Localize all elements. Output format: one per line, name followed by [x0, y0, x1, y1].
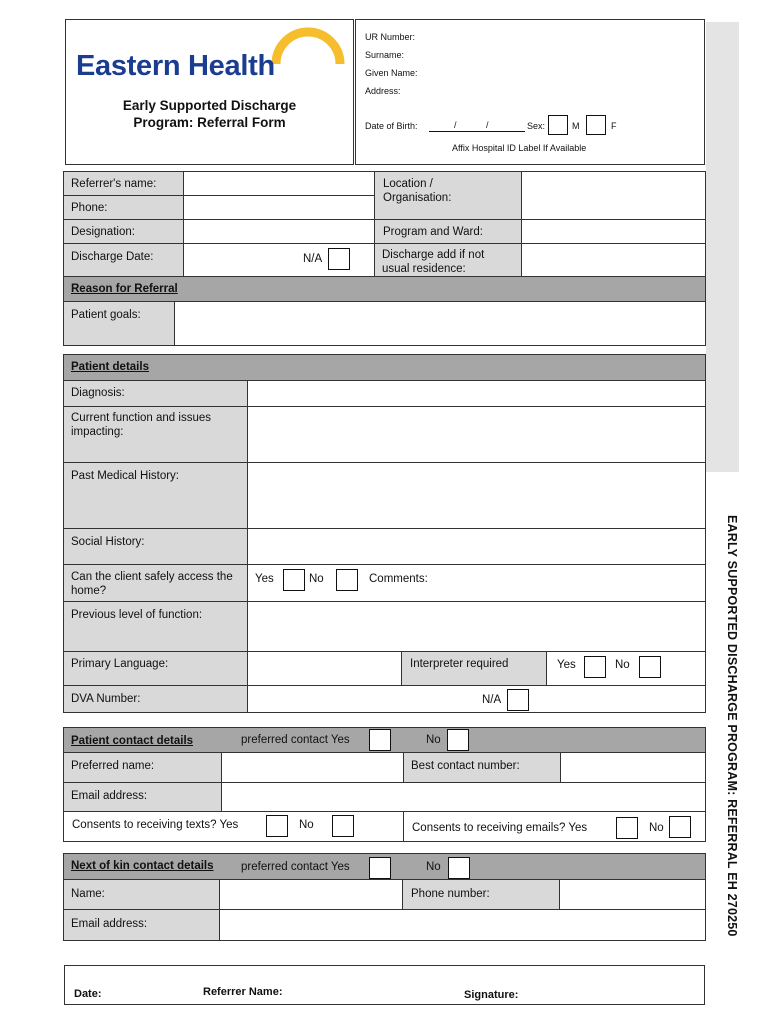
referrer-name-input[interactable] — [183, 171, 375, 196]
contact-preferred-yes-label: preferred contact Yes — [241, 734, 350, 746]
past-history-input[interactable] — [247, 462, 706, 529]
comments-label[interactable]: Comments: — [369, 573, 428, 585]
preferred-name-input[interactable] — [221, 752, 404, 783]
interpreter-yes-checkbox[interactable] — [584, 656, 606, 678]
footer-date-label[interactable]: Date: — [74, 988, 102, 1000]
preferred-name-label: Preferred name: — [71, 760, 155, 772]
past-history-label: Past Medical History: — [71, 470, 180, 482]
consent-texts-yes-checkbox[interactable] — [266, 815, 288, 837]
dob-line[interactable] — [429, 131, 525, 132]
discharge-na-label: N/A — [303, 253, 323, 265]
signature-box — [64, 965, 705, 1005]
primary-language-input[interactable] — [247, 651, 402, 686]
location-input[interactable] — [521, 171, 706, 220]
previous-function-label: Previous level of function: — [71, 609, 203, 621]
dva-input[interactable] — [247, 685, 706, 713]
patient-goals-label: Patient goals: — [71, 309, 141, 321]
nok-email-label: Email address: — [71, 918, 148, 930]
consent-emails-no-checkbox[interactable] — [669, 816, 691, 838]
side-vertical-title: EARLY SUPPORTED DISCHARGE PROGRAM: REFERRAL EH 270250 — [725, 515, 739, 937]
discharge-date-label: Discharge Date: — [71, 251, 154, 263]
nok-preferred-no-checkbox[interactable] — [448, 857, 470, 879]
best-contact-input[interactable] — [560, 752, 706, 783]
access-no-checkbox[interactable] — [336, 569, 358, 591]
nok-email-input[interactable] — [219, 909, 706, 941]
interpreter-no-checkbox[interactable] — [639, 656, 661, 678]
nok-phone-input[interactable] — [559, 879, 706, 910]
current-function-input[interactable] — [247, 406, 706, 463]
consent-emails-yes-checkbox[interactable] — [616, 817, 638, 839]
access-yes-checkbox[interactable] — [283, 569, 305, 591]
designation-input[interactable] — [183, 219, 375, 244]
discharge-add-label: Discharge add if not usual residence: — [382, 249, 485, 275]
interpreter-label: Interpreter required — [410, 658, 509, 670]
consent-texts-no-checkbox[interactable] — [332, 815, 354, 837]
sex-f-checkbox[interactable] — [586, 115, 606, 135]
nok-name-input[interactable] — [219, 879, 403, 910]
dob-label: Date of Birth: — [365, 121, 418, 131]
nok-name-label: Name: — [71, 888, 105, 900]
consent-emails-label: Consents to receiving emails? Yes — [412, 822, 588, 834]
surname-label: Surname: — [365, 50, 405, 60]
address-label: Address: — [365, 86, 401, 96]
patient-details-title: Patient details — [71, 361, 149, 373]
contact-title: Patient contact details — [71, 735, 194, 747]
dob-sep1: / — [454, 120, 457, 130]
diagnosis-label: Diagnosis: — [71, 387, 125, 399]
consent-texts-label: Consents to receiving texts? Yes — [72, 819, 239, 831]
nok-preferred-yes-label: preferred contact Yes — [241, 861, 350, 873]
dob-sep2: / — [486, 120, 489, 130]
patient-goals-input[interactable] — [174, 301, 706, 346]
contact-preferred-no-label: No — [426, 734, 441, 746]
ur-number-label: UR Number: — [365, 32, 416, 42]
dva-na-label: N/A — [482, 694, 502, 706]
form-title-line1: Early Supported Discharge — [122, 98, 297, 113]
primary-language-label: Primary Language: — [71, 658, 169, 670]
contact-email-input[interactable] — [221, 782, 706, 812]
logo-box — [65, 19, 354, 165]
program-ward-label: Program and Ward: — [383, 226, 483, 238]
footer-signature-label[interactable]: Signature: — [464, 989, 519, 1001]
logo-arc-icon — [268, 24, 348, 84]
nok-preferred-yes-checkbox[interactable] — [369, 857, 391, 879]
current-function-label: Current function and issues impacting: — [71, 412, 211, 438]
given-name-label: Given Name: — [365, 68, 418, 78]
discharge-na-checkbox[interactable] — [328, 248, 350, 270]
dva-label: DVA Number: — [71, 693, 141, 705]
footer-referrer-name-label[interactable]: Referrer Name: — [203, 986, 283, 998]
best-contact-label: Best contact number: — [411, 760, 520, 772]
access-yes-label: Yes — [255, 573, 274, 585]
affix-label-text: Affix Hospital ID Label If Available — [452, 143, 587, 153]
location-label: Location / Organisation: — [383, 178, 452, 204]
interpreter-yes-label: Yes — [557, 659, 576, 671]
sex-m-checkbox[interactable] — [548, 115, 568, 135]
patient-details-header — [63, 354, 706, 381]
logo-text: Eastern Health — [76, 50, 275, 82]
consent-emails-no-label: No — [649, 822, 664, 834]
sex-f-label: F — [611, 121, 617, 131]
social-history-input[interactable] — [247, 528, 706, 565]
phone-input[interactable] — [183, 195, 375, 220]
nok-preferred-no-label: No — [426, 861, 441, 873]
phone-label: Phone: — [71, 202, 108, 214]
sex-m-label: M — [572, 121, 580, 131]
dva-na-checkbox[interactable] — [507, 689, 529, 711]
social-history-label: Social History: — [71, 536, 145, 548]
patient-label-box — [355, 19, 705, 165]
nok-title: Next of kin contact details — [71, 860, 214, 872]
designation-label: Designation: — [71, 226, 135, 238]
program-ward-input[interactable] — [521, 219, 706, 244]
contact-email-label: Email address: — [71, 790, 148, 802]
nok-phone-label: Phone number: — [411, 888, 490, 900]
interpreter-no-label: No — [615, 659, 630, 671]
diagnosis-input[interactable] — [247, 380, 706, 407]
previous-function-input[interactable] — [247, 601, 706, 652]
consent-texts-no-label: No — [299, 819, 314, 831]
discharge-add-input[interactable] — [521, 243, 706, 277]
reason-title: Reason for Referral — [71, 283, 178, 295]
form-title-line2: Program: Referral Form — [133, 115, 286, 130]
sex-label: Sex: — [527, 121, 546, 131]
access-home-label: Can the client safely access the home? — [71, 571, 233, 597]
side-strip — [706, 22, 739, 472]
contact-preferred-no-checkbox[interactable] — [447, 729, 469, 751]
access-no-label: No — [309, 573, 324, 585]
contact-preferred-yes-checkbox[interactable] — [369, 729, 391, 751]
referrer-name-label: Referrer's name: — [71, 178, 157, 190]
